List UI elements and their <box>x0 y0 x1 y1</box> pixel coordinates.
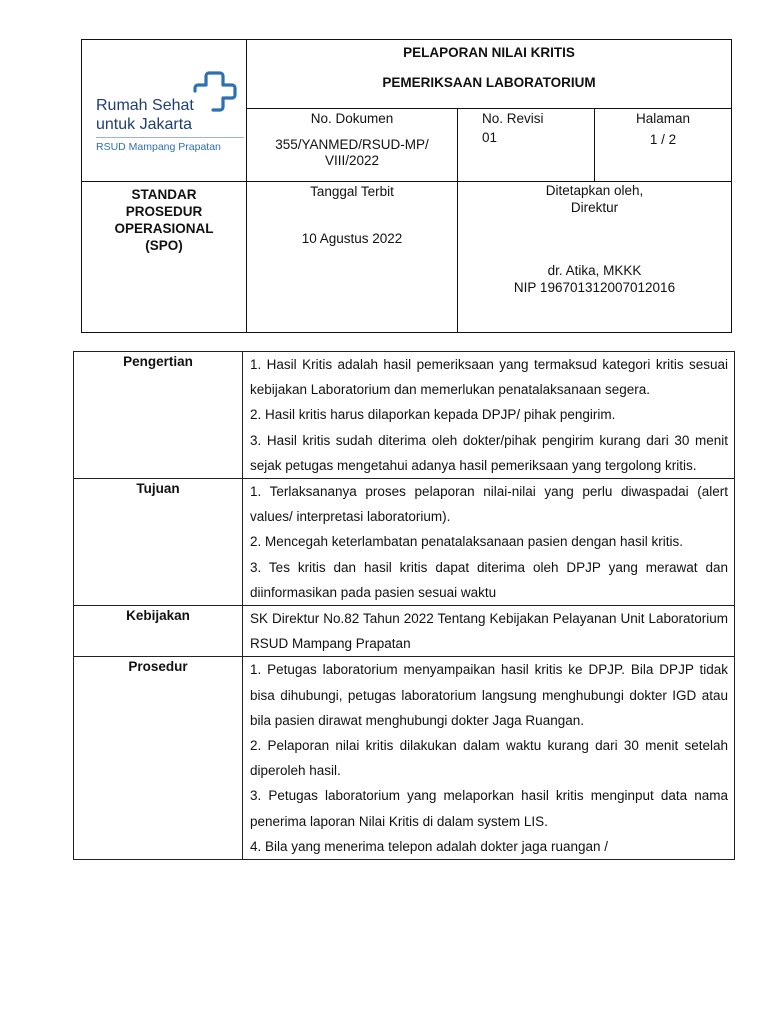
pengertian-item: 2. Hasil kritis harus dilaporkan kepada DPJP/ pihak pengirim. <box>250 407 616 423</box>
doc-number-value: 355/YANMED/RSUD-MP/ VIII/2022 <box>275 137 429 168</box>
section-row-tujuan <box>74 479 735 606</box>
doc-number-cell <box>247 109 458 182</box>
section-content-kebijakan <box>243 606 735 657</box>
spo-line-3: OPERASIONAL <box>114 221 214 236</box>
logo-line-1: Rumah Sehat <box>96 97 194 114</box>
cross-logo-icon <box>192 70 238 112</box>
pengertian-item: 1. Hasil Kritis adalah hasil pemeriksaan yang termaksud kategori kritis sesuai kebijakan Laboratorium dan memerlukan penatalaksanaan segera. <box>250 357 728 398</box>
section-content-pengertian <box>243 352 735 479</box>
logo-hospital-name: RSUD Mampang Prapatan <box>96 141 221 153</box>
section-row-kebijakan <box>74 606 735 657</box>
approval-cell <box>458 182 732 333</box>
section-label-pengertian: Pengertian <box>74 352 243 479</box>
revision-label: No. Revisi <box>482 111 544 126</box>
issue-date-value: 10 Agustus 2022 <box>301 231 403 246</box>
signer-nip: NIP 196701312007012016 <box>513 280 676 295</box>
logo-cell <box>82 40 247 182</box>
prosedur-item: 3. Petugas laboratorium yang melaporkan hasil kritis menginput data nama penerima laporan Nilai Kritis di dalam system LIS. <box>250 788 728 829</box>
section-content-prosedur <box>243 657 735 860</box>
doc-number-label: No. Dokumen <box>310 111 394 126</box>
spo-header-table <box>81 39 732 333</box>
spo-line-2: PROSEDUR <box>125 204 203 219</box>
issue-date-label: Tanggal Terbit <box>310 184 394 199</box>
logo-line-2: untuk Jakarta <box>96 116 193 133</box>
prosedur-item: 2. Pelaporan nilai kritis dilakukan dalam waktu kurang dari 30 menit setelah diperoleh hasil. <box>250 738 728 779</box>
tujuan-item: 3. Tes kritis dan hasil kritis dapat diterima oleh DPJP yang merawat dan diinformasikan pada pasien sesuai waktu <box>250 559 728 600</box>
spo-label-cell <box>82 182 247 333</box>
section-label-tujuan: Tujuan <box>74 479 243 606</box>
revision-value: 01 <box>482 130 498 145</box>
page-cell <box>595 109 732 182</box>
section-row-pengertian <box>74 352 735 479</box>
spo-line-4: (SPO) <box>145 238 183 253</box>
page-value: 1 / 2 <box>649 132 677 147</box>
prosedur-item: 4. Bila yang menerima telepon adalah dokter jaga ruangan / <box>250 838 608 854</box>
tujuan-item: 1. Terlaksananya proses pelaporan nilai-nilai yang perlu diwaspadai (alert values/ interpretasi laboratorium). <box>250 484 728 525</box>
kebijakan-item: SK Direktur No.82 Tahun 2022 Tentang Kebijakan Pelayanan Unit Laboratorium RSUD Mampang Prapatan <box>250 611 728 652</box>
issue-date-cell <box>247 182 458 333</box>
section-label-prosedur: Prosedur <box>74 657 243 860</box>
document-title-2: PEMERIKSAAN LABORATORIUM <box>382 75 596 90</box>
spo-content-table <box>73 351 735 860</box>
document-title-1: PELAPORAN NILAI KRITIS <box>403 45 575 60</box>
section-row-prosedur <box>74 657 735 860</box>
signer-name: dr. Atika, MKKK <box>547 263 642 278</box>
section-label-kebijakan: Kebijakan <box>74 606 243 657</box>
revision-cell <box>458 109 595 182</box>
title-cell <box>247 40 732 109</box>
page-label: Halaman <box>635 111 691 126</box>
logo-divider <box>96 137 244 138</box>
pengertian-item: 3. Hasil kritis sudah diterima oleh dokter/pihak pengirim kurang dari 30 menit sejak petugas mengetahui adanya hasil pemeriksaan yang tergolong kritis. <box>250 432 728 473</box>
spo-line-1: STANDAR <box>131 187 197 202</box>
section-content-tujuan <box>243 479 735 606</box>
approver-title: Direktur <box>570 200 619 215</box>
hospital-logo <box>92 70 248 160</box>
tujuan-item: 2. Mencegah keterlambatan penatalaksanaan pasien dengan hasil kritis. <box>250 534 684 550</box>
approved-by-label: Ditetapkan oleh, <box>545 183 644 198</box>
prosedur-item: 1. Petugas laboratorium menyampaikan hasil kritis ke DPJP. Bila DPJP tidak bisa dihubungi, petugas laboratorium langsung menghubungi dokter IGD atau bila pasien dirawat menghubungi dokter Jaga Ruangan. <box>250 662 728 728</box>
